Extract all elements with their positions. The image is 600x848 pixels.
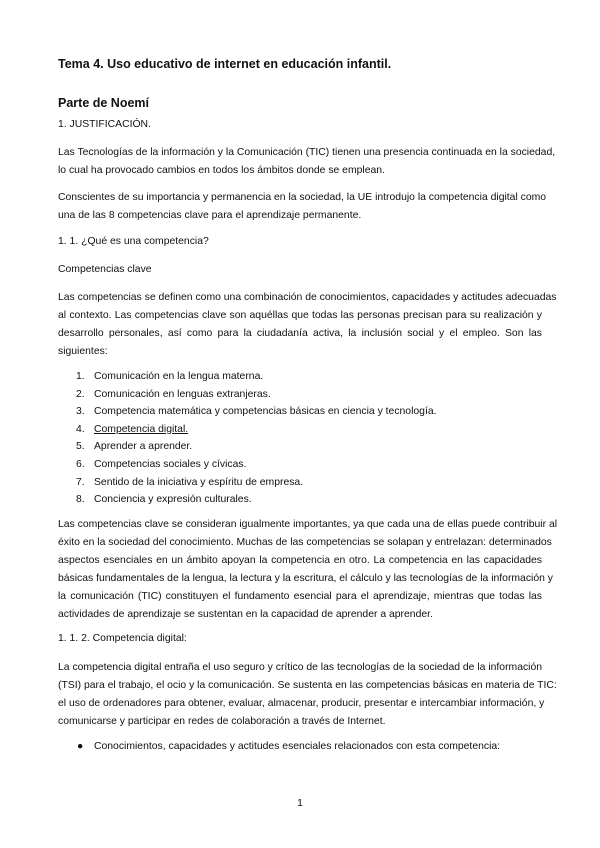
list-text: Competencia matemática y competencias básicas en ciencia y tecnología. — [94, 406, 437, 418]
list-item — [58, 386, 437, 404]
list-number: 6. — [76, 458, 85, 470]
paragraph-ue — [58, 189, 547, 225]
list-number: 1. — [76, 371, 85, 382]
list-number: 7. — [76, 476, 85, 488]
list-text: Sentido de la iniciativa y espíritu de empresa. — [94, 476, 304, 488]
list-item — [58, 491, 437, 509]
paragraph-line: siguientes: — [58, 346, 108, 357]
paragraph-igualmente-importantes — [58, 516, 558, 624]
list-number: 3. — [76, 406, 85, 418]
bullet-icon: ● — [77, 741, 84, 752]
competencia-digital-link[interactable]: Competencia digital. — [94, 423, 189, 435]
paragraph-line: éxito en la sociedad del conocimiento. Muchas de las competencias se solapan y entrelazan: determinados — [58, 537, 552, 548]
bullet-text: Conocimientos, capacidades y actitudes esenciales relacionados con esta competencia: — [94, 741, 501, 752]
subheading-competencias-clave: Competencias clave — [58, 264, 152, 275]
list-item — [58, 438, 437, 456]
paragraph-line: Las competencias clave se consideran igualmente importantes, ya que cada una de ellas puede contribuir al — [58, 519, 558, 530]
paragraph-line: Las competencias se definen como una combinación de conocimientos, capacidades y actitudes adecuadas — [58, 292, 557, 303]
list-number: 4. — [76, 423, 85, 435]
paragraph-line: (TSI) para el trabajo, el ocio y la comunicación. Se sustenta en las competencias básicas en materia de TIC: — [58, 680, 557, 691]
list-item — [58, 474, 437, 492]
list-number: 2. — [76, 388, 85, 400]
list-item — [58, 456, 437, 474]
paragraph-line: una de las 8 competencias clave para el aprendizaje permanente. — [58, 210, 362, 221]
paragraph-line: La competencia digital entraña el uso seguro y crítico de las tecnologías de la sociedad de la información — [58, 662, 543, 673]
competencias-list — [58, 368, 437, 509]
document-title: Tema 4. Uso educativo de internet en educación infantil. — [58, 57, 392, 71]
author-subtitle: Parte de Noemí — [58, 96, 150, 110]
paragraph-line: aspectos esenciales en un ámbito apoyan la competencia en otro. La competencia en las capacidades — [58, 555, 542, 566]
paragraph-line: actividades de aprendizaje se sustentan en la capacidad de aprender a aprender. — [58, 609, 433, 620]
paragraph-definicion — [58, 289, 557, 361]
list-text: Conciencia y expresión culturales. — [94, 494, 252, 506]
paragraph-line: básicas fundamentales de la lengua, la lectura y la escritura, el cálculo y las tecnologías de la información y — [58, 573, 553, 584]
list-item — [58, 421, 437, 439]
paragraph-competencia-digital — [58, 659, 557, 731]
paragraph-tic — [58, 144, 556, 180]
list-number: 5. — [76, 441, 85, 453]
list-text: Comunicación en lenguas extranjeras. — [94, 388, 271, 400]
list-number: 8. — [76, 494, 85, 506]
paragraph-line: al contexto. Las competencias clave son aquéllas que todas las personas precisan para su realización y — [58, 310, 542, 321]
paragraph-line: desarrollo personales, así como para la ciudadanía activa, la inclusión social y el empleo. Son las — [58, 328, 542, 339]
list-item — [58, 368, 437, 386]
list-text: Competencias sociales y cívicas. — [94, 458, 247, 470]
list-text: Comunicación en la lengua materna. — [94, 371, 264, 382]
paragraph-line: comunicarse y participar en redes de colaboración a través de Internet. — [58, 716, 386, 727]
list-item — [58, 403, 437, 421]
paragraph-line: el uso de ordenadores para obtener, evaluar, almacenar, producir, presentar e intercambiar información, y — [58, 698, 545, 709]
section-heading-que-es-competencia: 1. 1. ¿Qué es una competencia? — [58, 236, 209, 247]
paragraph-line: la comunicación (TIC) constituyen el fundamento esencial para el aprendizaje, mientras que todas las — [58, 591, 542, 602]
paragraph-line: lo cual ha provocado cambios en todos los ámbitos donde se emplean. — [58, 165, 385, 176]
list-text: Aprender a aprender. — [94, 441, 193, 453]
paragraph-line: Conscientes de su importancia y permanencia en la sociedad, la UE introdujo la competencia digital como — [58, 192, 547, 203]
paragraph-line: Las Tecnologías de la información y la Comunicación (TIC) tienen una presencia continuada en la sociedad, — [58, 147, 556, 158]
section-heading-justificacion: 1. JUSTIFICACIÓN. — [58, 119, 151, 130]
section-heading-competencia-digital: 1. 1. 2. Competencia digital: — [58, 633, 187, 644]
page-number: 1 — [297, 798, 303, 809]
